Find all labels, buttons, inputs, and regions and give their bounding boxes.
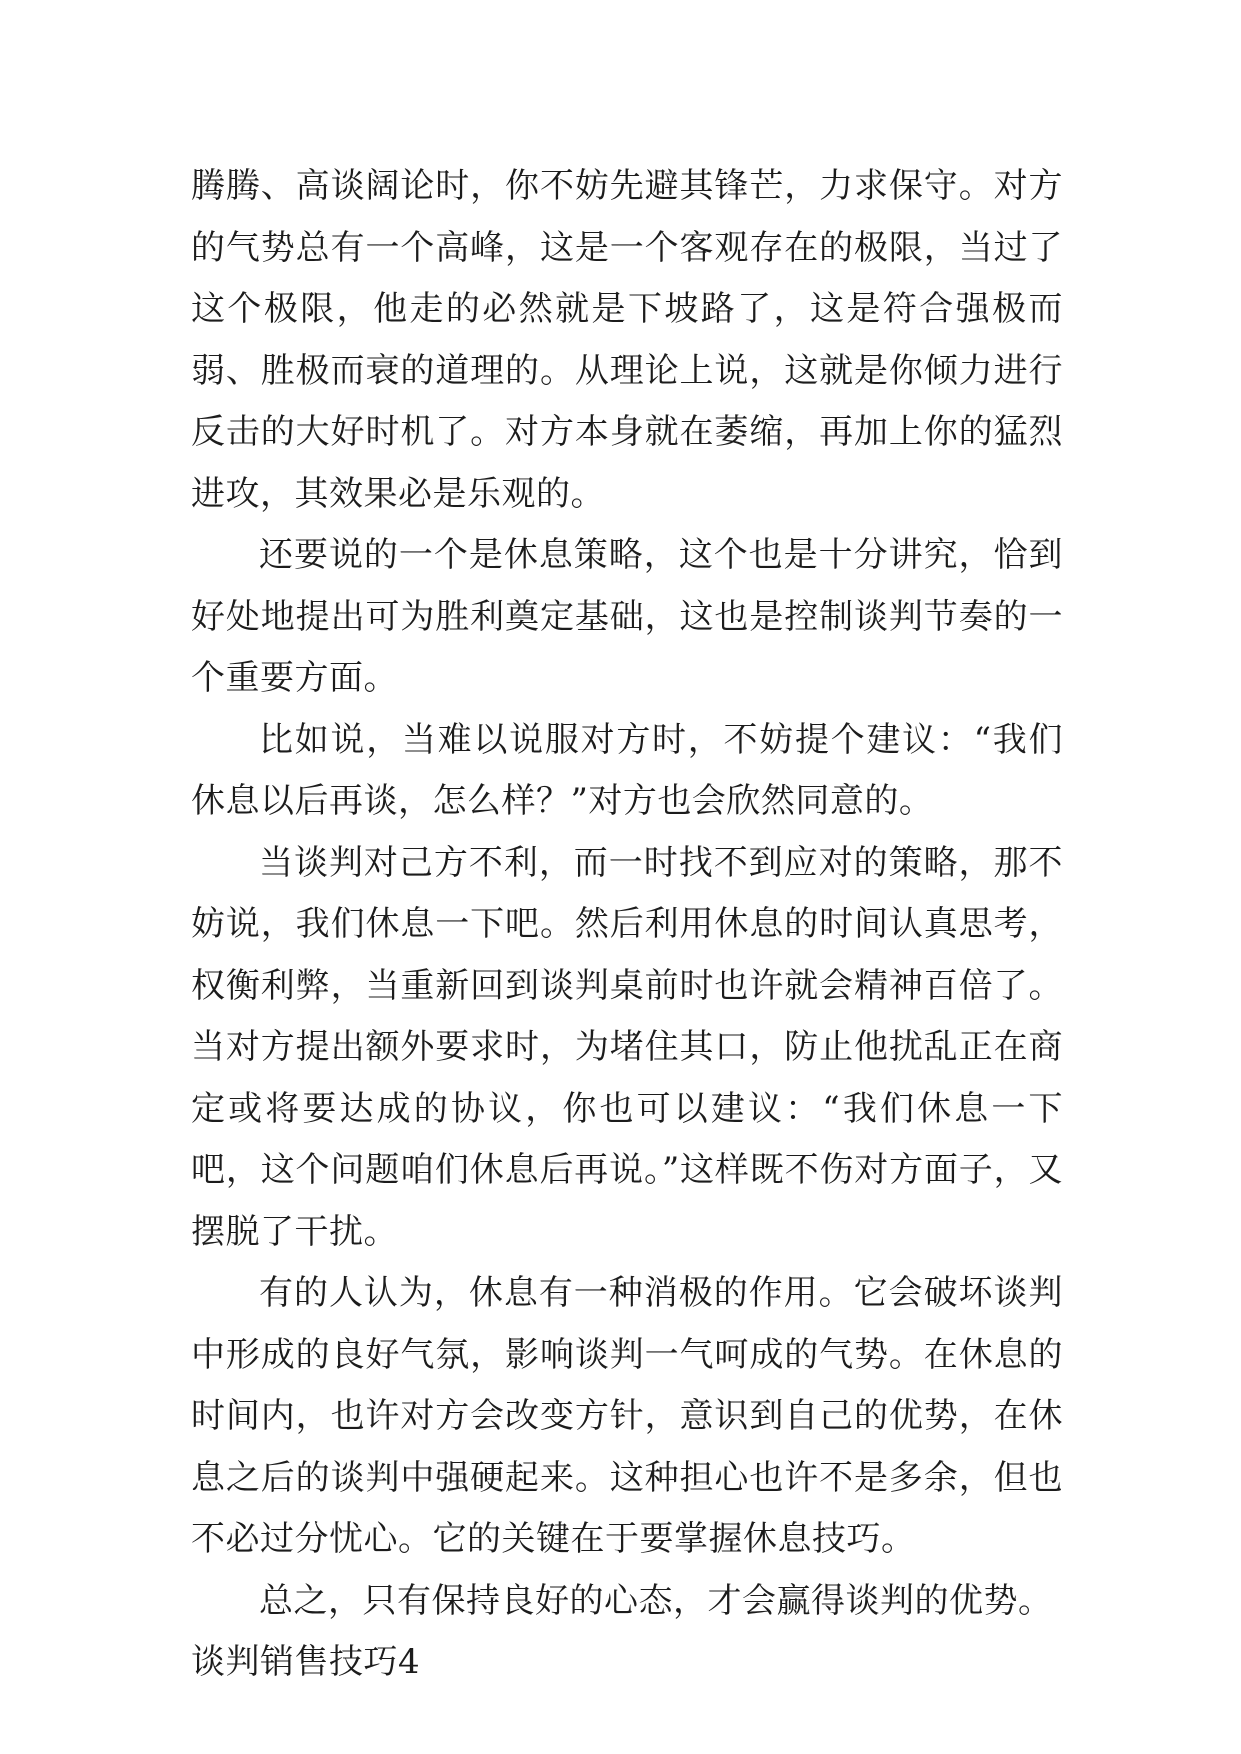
paragraph-conclusion: 总之，只有保持良好的心态，才会赢得谈判的优势。 (259, 1580, 1053, 1621)
paragraph-rest-strategy: 还要说的一个是休息策略，这个也是十分讲究，恰到好处地提出可为胜利奠定基础，这也是控制谈判节奏的一个重要方面。 (191, 535, 1063, 698)
document-body (191, 156, 1063, 1694)
paragraph-continuation: 腾腾、高谈阔论时，你不妨先避其锋芒，力求保守。对方的气势总有一个高峰，这是一个客观存在的极限，当过了这个极限，他走的必然就是下坡路了，这是符合强极而弱、胜极而衰的道理的。从理论上说，这就是你倾力进行反击的大好时机了。对方本身就在萎缩，再加上你的猛烈进攻，其效果必是乐观的。 (191, 166, 1063, 514)
paragraph-unfavorable: 当谈判对己方不利，而一时找不到应对的策略，那不妨说，我们休息一下吧。然后利用休息的时间认真思考，权衡利弊，当重新回到谈判桌前时也许就会精神百倍了。当对方提出额外要求时，为堵住其口，防止他扰乱正在商定或将要达成的协议，你也可以建议：“我们休息一下吧，这个问题咱们休息后再说。”这样既不伤对方面子，又摆脱了干扰。 (191, 842, 1063, 1252)
paragraph-concerns: 有的人认为，休息有一种消极的作用。它会破坏谈判中形成的良好气氛，影响谈判一气呵成的气势。在休息的时间内，也许对方会改变方针，意识到自己的优势，在休息之后的谈判中强硬起来。这种担心也许不是多余，但也不必过分忧心。它的关键在于要掌握休息技巧。 (191, 1273, 1063, 1559)
section-heading: 谈判销售技巧4 (191, 1642, 421, 1682)
paragraph-example: 比如说，当难以说服对方时，不妨提个建议：“我们休息以后再谈，怎么样？”对方也会欣然同意的。 (191, 719, 1063, 821)
